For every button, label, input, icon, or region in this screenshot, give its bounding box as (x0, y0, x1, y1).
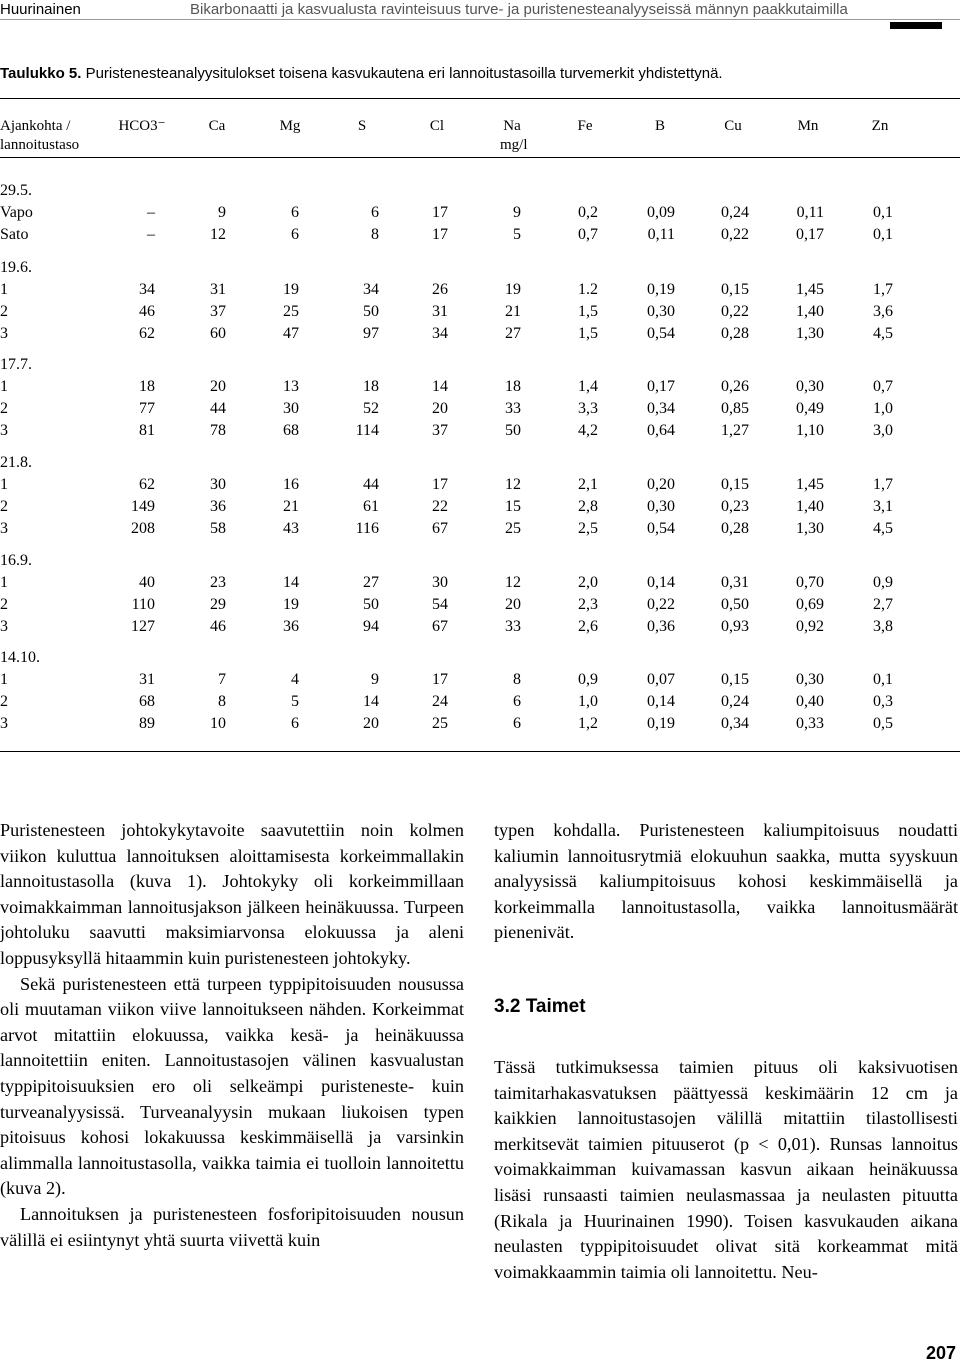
table-cell: 27 (363, 574, 379, 591)
table-caption-label: Taulukko 5. (0, 65, 82, 82)
table-cell: – (147, 226, 155, 243)
table-cell: 5 (291, 693, 299, 710)
table-cell: 44 (363, 476, 379, 493)
table-cell: 12 (210, 226, 226, 243)
table-cell: 0,40 (796, 693, 824, 710)
row-label: Sato (0, 226, 29, 243)
table-cell: 1,10 (796, 422, 824, 439)
table-cell: 33 (505, 400, 521, 417)
table-cell: 0,36 (647, 618, 675, 635)
table-cell: 1,0 (578, 693, 598, 710)
table-cell: 1,27 (721, 422, 749, 439)
table-cell: 40 (139, 574, 155, 591)
table-cell: 18 (139, 378, 155, 395)
table-cell: 0,09 (647, 204, 675, 221)
header-tab-mark (890, 22, 942, 29)
paragraph: typen kohdalla. Puristenesteen kaliumpitoisuus noudatti kaliumin lannoitusrytmiä elokuuhun saakka, mutta syyskuun analyysissä kaliumpitoisuus kohosi keskimmäisellä ja korkeimmalla lannoitustasolla, vaikka lannoitusmäärät pienenivät. (494, 820, 958, 943)
table-cell: 52 (363, 400, 379, 417)
table-cell: 23 (210, 574, 226, 591)
table-cell: 43 (283, 520, 299, 537)
table-cell: 77 (139, 400, 155, 417)
group-date: 29.5. (0, 182, 32, 199)
table-cell: 3,3 (578, 400, 598, 417)
group-date: 21.8. (0, 454, 32, 471)
table-cell: 62 (139, 476, 155, 493)
table-cell: 8 (218, 693, 226, 710)
table-cell: 127 (131, 618, 155, 635)
table-cell: 16 (283, 476, 299, 493)
table-cell: 116 (355, 520, 379, 537)
column-header: Ca (208, 118, 226, 134)
table-cell: 0,3 (873, 693, 893, 710)
table-cell: 34 (432, 325, 448, 342)
table-cell: 0,9 (873, 574, 893, 591)
column-header: Na (503, 118, 521, 134)
table-cell: 0,19 (647, 715, 675, 732)
table-cell: 94 (363, 618, 379, 635)
table-cell: 0,64 (647, 422, 675, 439)
table-cell: 81 (139, 422, 155, 439)
table-cell: 31 (432, 303, 448, 320)
table-cell: 78 (210, 422, 226, 439)
table-cell: 2,7 (873, 596, 893, 613)
table-cell: 0,54 (647, 325, 675, 342)
table-cell: 31 (210, 281, 226, 298)
table-cell: 25 (432, 715, 448, 732)
table-cell: 26 (432, 281, 448, 298)
column-header: Mg (279, 118, 301, 134)
table-cell: 29 (210, 596, 226, 613)
column-header: S (357, 118, 367, 134)
running-header-author: Huurinainen (0, 1, 81, 18)
row-label: 2 (0, 400, 8, 417)
table-cell: 3,1 (873, 498, 893, 515)
table-cell: 2,3 (578, 596, 598, 613)
table-cell: 1,7 (873, 476, 893, 493)
table-cell: 9 (371, 671, 379, 688)
table-cell: 61 (363, 498, 379, 515)
row-label: 2 (0, 693, 8, 710)
row-label: 1 (0, 476, 8, 493)
table-cell: 114 (355, 422, 379, 439)
table-cell: 25 (505, 520, 521, 537)
table-cell: 19 (505, 281, 521, 298)
table-cell: 1,2 (578, 715, 598, 732)
table-cell: 3,6 (873, 303, 893, 320)
section-heading: 3.2 Taimet (494, 995, 586, 1017)
table-cell: 17 (432, 476, 448, 493)
table-cell: 0,92 (796, 618, 824, 635)
table-cell: 0,22 (647, 596, 675, 613)
row-label: 2 (0, 303, 8, 320)
table-cell: 31 (139, 671, 155, 688)
table-cell: 44 (210, 400, 226, 417)
table-rule-header (0, 157, 960, 158)
row-label: 3 (0, 325, 8, 342)
table-cell: 0,15 (721, 281, 749, 298)
table-cell: 10 (210, 715, 226, 732)
table-cell: 0,1 (873, 671, 893, 688)
table-cell: 1,40 (796, 303, 824, 320)
table-cell: 0,93 (721, 618, 749, 635)
table-cell: 14 (432, 378, 448, 395)
row-label: 3 (0, 422, 8, 439)
table-cell: 50 (363, 596, 379, 613)
stub-header-line-1: Ajankohta / (0, 118, 71, 134)
table-rule-bottom (0, 751, 960, 752)
table-cell: 0,22 (721, 226, 749, 243)
row-label: 1 (0, 281, 8, 298)
running-header-title: Bikarbonaatti ja kasvualusta ravinteisuus turve- ja puristenesteanalyyseissä männyn paakkutaimilla (190, 1, 848, 18)
table-rule-top (0, 98, 960, 99)
table-cell: 47 (283, 325, 299, 342)
table-cell: 1,5 (578, 303, 598, 320)
table-cell: 12 (505, 476, 521, 493)
table-cell: 34 (139, 281, 155, 298)
table-cell: 20 (505, 596, 521, 613)
table-cell: 68 (283, 422, 299, 439)
table-cell: 0,14 (647, 574, 675, 591)
table-cell: 0,28 (721, 520, 749, 537)
column-header: Fe (577, 118, 593, 134)
group-date: 17.7. (0, 356, 32, 373)
table-cell: 17 (432, 671, 448, 688)
table-cell: 0,23 (721, 498, 749, 515)
table-cell: 0,9 (578, 671, 598, 688)
table-cell: 30 (210, 476, 226, 493)
table-cell: 1,45 (796, 476, 824, 493)
column-header: B (654, 118, 665, 134)
row-label: 1 (0, 671, 8, 688)
table-cell: 149 (131, 498, 155, 515)
table-cell: 2,5 (578, 520, 598, 537)
table-cell: 1.2 (578, 281, 598, 298)
table-cell: 208 (131, 520, 155, 537)
table-cell: 0,30 (796, 378, 824, 395)
table-cell: 4,5 (873, 325, 893, 342)
table-cell: 0,11 (796, 204, 824, 221)
row-label: 3 (0, 520, 8, 537)
table-cell: 60 (210, 325, 226, 342)
table-cell: 12 (505, 574, 521, 591)
table-cell: 20 (432, 400, 448, 417)
table-cell: 50 (505, 422, 521, 439)
column-header: HCO3⁻ (118, 118, 166, 134)
row-label: 1 (0, 378, 8, 395)
table-cell: 0,30 (647, 303, 675, 320)
table-cell: 1,5 (578, 325, 598, 342)
group-date: 19.6. (0, 259, 32, 276)
table-cell: 18 (505, 378, 521, 395)
table-cell: 50 (363, 303, 379, 320)
table-cell: 68 (139, 693, 155, 710)
table-cell: 6 (371, 204, 379, 221)
table-cell: 1,4 (578, 378, 598, 395)
table-cell: 21 (505, 303, 521, 320)
table-cell: 37 (210, 303, 226, 320)
table-cell: 0,54 (647, 520, 675, 537)
table-cell: 0,07 (647, 671, 675, 688)
table-cell: 0,7 (578, 226, 598, 243)
table-cell: 33 (505, 618, 521, 635)
table-cell: 19 (283, 281, 299, 298)
table-cell: 0,24 (721, 204, 749, 221)
group-date: 16.9. (0, 552, 32, 569)
table-cell: 36 (283, 618, 299, 635)
table-cell: 2,1 (578, 476, 598, 493)
table-cell: – (147, 204, 155, 221)
table-cell: 0,34 (647, 400, 675, 417)
row-label: 3 (0, 618, 8, 635)
paragraph: Lannoituksen ja puristenesteen fosforipitoisuuden nousun välillä ei esiintynyt yhtä suurta viivettä kuin (0, 1203, 464, 1250)
table-cell: 0,26 (721, 378, 749, 395)
table-cell: 17 (432, 226, 448, 243)
paragraph: Puristenesteen johtokykytavoite saavutettiin noin kolmen viikon kuluttua lannoituksen aloittamisesta korkeimmallakin lannoitustasolla (kuva 1). Johtokyky oli korkeimmillaan voimakkaimman lannoitusjakson jälkeen heinäkuussa. Turpeen johtoluku saavutti maksimiarvonsa elokuussa ja aleni loppusyksyllä hitaammin kuin puristenesteen johtokyky. (0, 820, 464, 968)
table-cell: 0,15 (721, 671, 749, 688)
table-cell: 0,33 (796, 715, 824, 732)
table-cell: 27 (505, 325, 521, 342)
table-cell: 54 (432, 596, 448, 613)
paragraph: Sekä puristenesteen että turpeen typpipitoisuuden nousussa oli muutaman viikon viive lannoitukseen nähden. Korkeimmat arvot mitattiin elokuussa, vaikka kesä- ja heinäkuussa lannoitettiin eniten. Lannoitustasojen välinen kasvualustan typpipitoisuuksien ero oli selkeämpi puristeneste- kuin turveanalyysissä. Turveanalyysin mukaan liukoisen typen pitoisuus kohosi lokakuussa keskimmäisellä ja varsinkin alimmalla lannoitustasolla, vaikka taimia ei tuolloin lannoitettu (kuva 2). (0, 973, 464, 1199)
table-cell: 0,50 (721, 596, 749, 613)
table-cell: 0,70 (796, 574, 824, 591)
table-cell: 89 (139, 715, 155, 732)
table-cell: 97 (363, 325, 379, 342)
table-cell: 3,8 (873, 618, 893, 635)
table-cell: 0,28 (721, 325, 749, 342)
table-cell: 30 (283, 400, 299, 417)
table-cell: 1,40 (796, 498, 824, 515)
table-cell: 0,17 (647, 378, 675, 395)
table-cell: 8 (371, 226, 379, 243)
column-header: Cu (724, 118, 742, 134)
table-cell: 1,0 (873, 400, 893, 417)
table-caption (0, 64, 723, 84)
table-cell: 6 (513, 693, 521, 710)
table-cell: 0,19 (647, 281, 675, 298)
row-label: 2 (0, 498, 8, 515)
table-cell: 0,49 (796, 400, 824, 417)
table-cell: 1,45 (796, 281, 824, 298)
table-cell: 0,30 (796, 671, 824, 688)
table-cell: 1,30 (796, 520, 824, 537)
table-cell: 5 (513, 226, 521, 243)
table-cell: 21 (283, 498, 299, 515)
body-column-right (494, 818, 958, 1285)
table-cell: 25 (283, 303, 299, 320)
table-cell: 9 (513, 204, 521, 221)
table-cell: 0,22 (721, 303, 749, 320)
table-cell: 0,15 (721, 476, 749, 493)
table-cell: 9 (218, 204, 226, 221)
table-cell: 18 (363, 378, 379, 395)
table-cell: 14 (283, 574, 299, 591)
table-cell: 4,2 (578, 422, 598, 439)
table-cell: 0,17 (796, 226, 824, 243)
row-label: 1 (0, 574, 8, 591)
table-cell: 20 (363, 715, 379, 732)
table-cell: 0,14 (647, 693, 675, 710)
table-cell: 46 (210, 618, 226, 635)
table-cell: 58 (210, 520, 226, 537)
table-cell: 0,1 (873, 204, 893, 221)
table-cell: 22 (432, 498, 448, 515)
table-cell: 24 (432, 693, 448, 710)
table-cell: 2,0 (578, 574, 598, 591)
group-date: 14.10. (0, 649, 40, 666)
table-cell: 0,30 (647, 498, 675, 515)
table-cell: 0,11 (647, 226, 675, 243)
row-label: 2 (0, 596, 8, 613)
table-cell: 0,7 (873, 378, 893, 395)
table-cell: 0,85 (721, 400, 749, 417)
unit-label: mg/l (500, 137, 528, 153)
table-cell: 30 (432, 574, 448, 591)
table-cell: 0,1 (873, 226, 893, 243)
column-header: Zn (871, 118, 889, 134)
table-cell: 2,6 (578, 618, 598, 635)
table-cell: 17 (432, 204, 448, 221)
table-cell: 62 (139, 325, 155, 342)
table-cell: 0,20 (647, 476, 675, 493)
table-cell: 13 (283, 378, 299, 395)
paragraph: Tässä tutkimuksessa taimien pituus oli kaksivuotisen taimitarhakasvatuksen päättyessä keskimäärin 12 cm ja kaikkien lannoitustasojen välillä mitattiin tilastollisesti merkitsevät taimien pituuserot (p < 0,01). Runsas lannoitus voimakkaimman kuivamassan kasvun aikaan heinäkuussa lisäsi runsaasti taimien neulasmassaa ja neulasten pituutta (Rikala ja Huurinainen 1990). Toisen kasvukauden aikana neulasten typpipitoisuudet olivat sitä korkeammat mitä voimakkaammin taimia oli lannoitettu. Neu- (494, 1056, 958, 1282)
table-cell: 67 (432, 618, 448, 635)
table-cell: 37 (432, 422, 448, 439)
table-cell: 0,34 (721, 715, 749, 732)
table-cell: 36 (210, 498, 226, 515)
table-cell: 6 (291, 715, 299, 732)
header-rule (0, 19, 960, 20)
table-cell: 0,69 (796, 596, 824, 613)
table-cell: 20 (210, 378, 226, 395)
column-header: Cl (429, 118, 445, 134)
table-cell: 0,2 (578, 204, 598, 221)
table-cell: 6 (513, 715, 521, 732)
row-label: Vapo (0, 204, 33, 221)
table-cell: 7 (218, 671, 226, 688)
table-cell: 67 (432, 520, 448, 537)
table-caption-text: Puristenesteanalyysitulokset toisena kasvukautena eri lannoitustasoilla turvemerkit yhdistettynä. (81, 65, 723, 82)
table-cell: 1,30 (796, 325, 824, 342)
column-header: Mn (797, 118, 819, 134)
page-number: 207 (925, 1343, 956, 1363)
table-cell: 34 (363, 281, 379, 298)
table-cell: 15 (505, 498, 521, 515)
body-column-left (0, 818, 464, 1253)
row-label: 3 (0, 715, 8, 732)
table-cell: 46 (139, 303, 155, 320)
table-cell: 0,31 (721, 574, 749, 591)
table-cell: 19 (283, 596, 299, 613)
table-cell: 1,7 (873, 281, 893, 298)
table-cell: 6 (291, 204, 299, 221)
table-cell: 6 (291, 226, 299, 243)
table-cell: 2,8 (578, 498, 598, 515)
stub-header-line-2: lannoitustaso (0, 137, 80, 153)
table-cell: 3,0 (873, 422, 893, 439)
table-cell: 110 (131, 596, 155, 613)
table-cell: 4 (291, 671, 299, 688)
table-cell: 0,24 (721, 693, 749, 710)
table-cell: 4,5 (873, 520, 893, 537)
table-cell: 14 (363, 693, 379, 710)
table-cell: 8 (513, 671, 521, 688)
table-cell: 0,5 (873, 715, 893, 732)
